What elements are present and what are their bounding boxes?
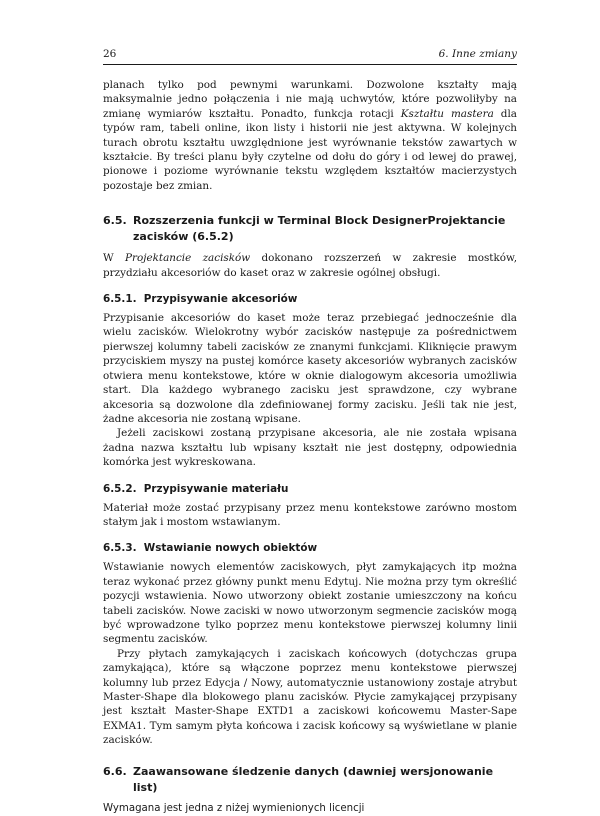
para-suffix: dokonano rozszerzeń w zakresie mostków, przydziału akcesoriów do kaset oraz w zakresie ogólnej obsługi. (103, 252, 517, 279)
license-note: Wymagana jest jedna z niżej wymienionych licencji (103, 802, 365, 814)
paragraph: Przypisanie akcesoriów do kaset może teraz przebiegać jednocześnie dla wielu zacisków. Wielokrotny wybór zacisków następuje za pośrednictwem pierwszej kolumny tabeli zacisków ze znanymi funkcjami. Kliknięcie prawym przyciskiem myszy na pustej komórce kasety akcesoriów wybranych zacisków otwiera menu kontekstowe, które w oknie dialogowym akcesoria umożliwia start. Dla każdego wybranego zacisku jest sprawdzone, czy wybrane akcesoria są dozwolone dla zdefiniowanej formy zacisku. Jeśli tak nie jest, żadne akcesoria nie zostaną wpisane. (103, 312, 517, 425)
intro-text-a: planach tylko pod pewnymi warunkami. Dozwolone kształty mają maksymalnie jedno połączenia i nie mają uchwytów, które pozwoliłyby na zmianę wymiarów kształtu. Ponadto, funkcja rotacji (103, 79, 517, 120)
paragraph: Przy płytach zamykających i zaciskach końcowych (dotychczas grupa zamykająca), które są włączone poprzez menu kontekstowe pierwszej kolumny lub przez Edycja / Nowy, automatycznie ustanowiony zostaje atrybut Master-Shape dla blokowego planu zacisków. Płycie zamykającej przypisany jest kształt Master-Shape EXTD1 a zaciskowi końcowemu Master-Sape EXMA1. Tym samym płyta końcowa i zacisk końcowy są wyświetlane w planie zacisków. (103, 647, 517, 747)
page-body (103, 78, 517, 816)
header-rule (103, 64, 517, 65)
page-number: 26 (103, 48, 117, 60)
section-6-5-paragraph (103, 251, 517, 280)
paragraph: Wstawianie nowych elementów zaciskowych, płyt zamykających itp można teraz wykonać przez główny punkt menu Edytuj. Nie można przy tym określić pozycji wstawienia. Nowo utworzony obiekt zostanie umieszczony na końcu tabeli zacisków. Nowe zaciski w nowo utworzonym segmencie zacisków mogą być wprowadzone tylko poprzez menu kontekstowe pierwszej kolumny linii segmentu zacisków. (103, 561, 517, 646)
section-heading-6-6 (103, 764, 517, 796)
running-head: 6. Inne zmiany (438, 48, 517, 60)
page-header (103, 46, 517, 62)
paragraph: Materiał może zostać przypisany przez menu kontekstowe zarówno mostom stałym jak i mostom wstawianym. (103, 501, 517, 528)
section-number: 6.5. (103, 214, 127, 228)
section-heading-6-5 (103, 213, 517, 245)
section-title: Rozszerzenia funkcji w Terminal Block DesignerProjektancie zacisków (6.5.2) (133, 214, 506, 244)
para-prefix: W (103, 252, 126, 265)
subsection-title: Wstawianie nowych obiektów (143, 542, 318, 555)
subsection-number: 6.5.1. (103, 293, 137, 306)
subsection-heading-6-5-3 (103, 541, 517, 555)
intro-text-b: dla typów ram, tabeli online, ikon listy i historii nie jest aktywna. W kolejnych turach obrotu kształtu uwzględnione jest wyrównanie tekstów zawartych w kształcie. By treści planu były czytelne od dołu do góry i od lewej do prawej, pionowe i poziome wyrównanie tekstu względem kształtów macierzystych pozostaje bez zmian. (103, 107, 517, 192)
para-emphasis: Projektancie zacisków (125, 252, 251, 265)
section-title: Zaawansowane śledzenie danych (dawniej wersjonowanie list) (133, 764, 494, 794)
subsection-heading-6-5-1 (103, 292, 517, 306)
paragraph: Jeżeli zaciskowi zostaną przypisane akcesoria, ale nie została wpisana żadna nazwa kształtu lub wpisany kształt nie jest dostępny, odpowiednia komórka jest wykreskowana. (103, 427, 517, 469)
subsection-title: Przypisywanie akcesoriów (143, 293, 298, 306)
intro-paragraph (103, 78, 517, 193)
section-number: 6.6. (103, 764, 127, 778)
subsection-title: Przypisywanie materiału (143, 482, 289, 495)
subsection-number: 6.5.3. (103, 542, 137, 555)
intro-emphasis: Kształtu mastera (400, 107, 494, 120)
subsection-heading-6-5-2 (103, 482, 517, 496)
subsection-number: 6.5.2. (103, 482, 137, 495)
